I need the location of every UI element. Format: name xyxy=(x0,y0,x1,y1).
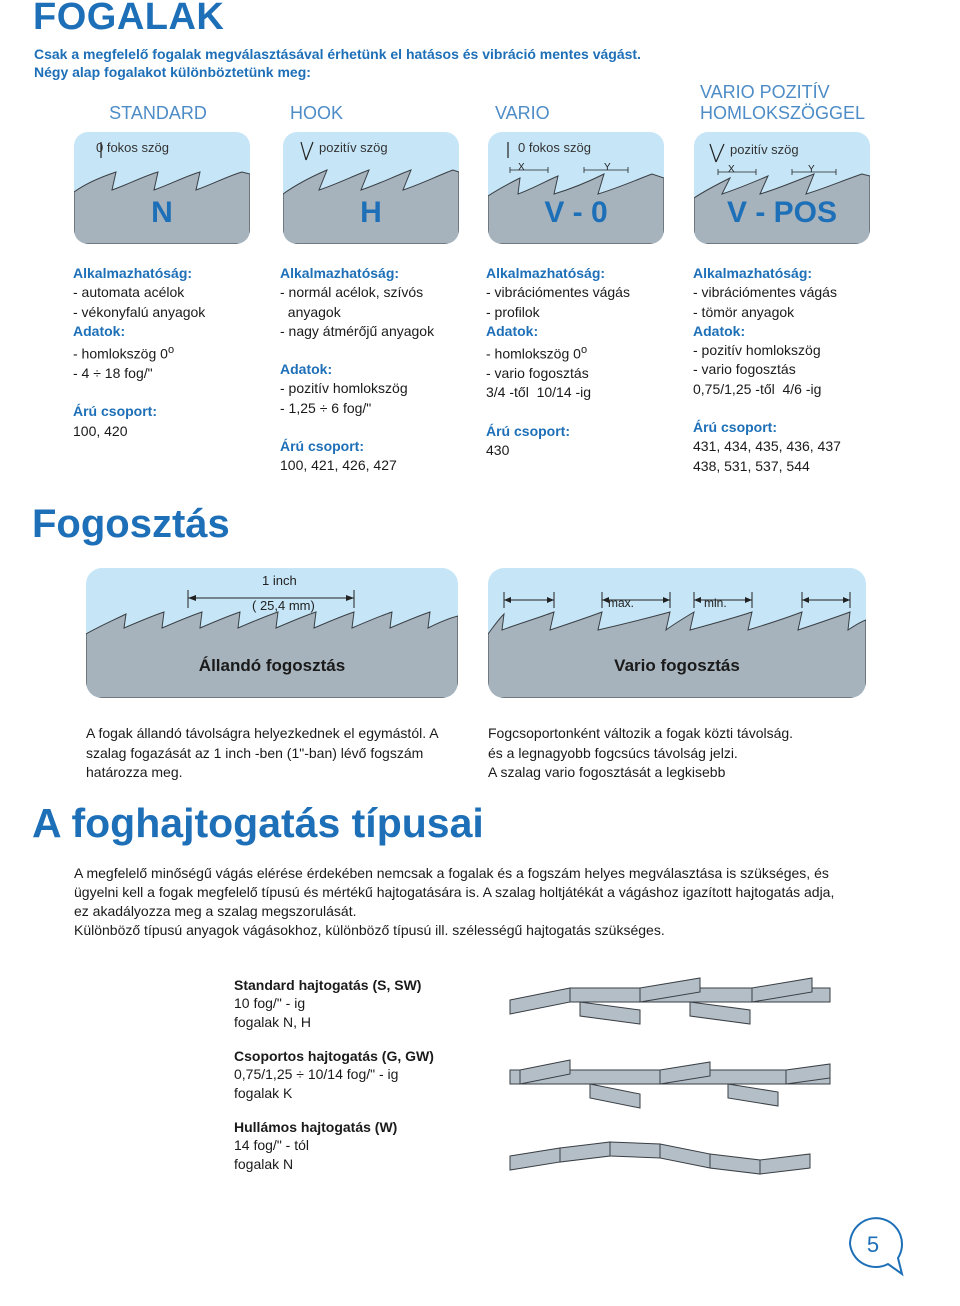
spacer xyxy=(280,341,480,360)
property-text: Adatok: xyxy=(693,322,746,339)
property-text: 0,75/1,25 -től 4/6 -ig xyxy=(693,380,822,397)
tooth-card-vario-pos xyxy=(694,132,870,244)
set-type-line: fogalak N, H xyxy=(234,1013,312,1030)
angle-label: pozitív szög xyxy=(730,142,799,157)
property-heading xyxy=(693,264,893,283)
type-title-hook xyxy=(280,103,360,124)
set-type-wavy xyxy=(234,1118,397,1173)
property-line xyxy=(693,283,893,302)
property-line xyxy=(693,437,893,456)
property-text: - vario fogosztás xyxy=(693,361,796,378)
property-line xyxy=(693,380,893,399)
set-type-title: Standard hajtogatás (S, SW) xyxy=(234,977,422,993)
set-type-standard xyxy=(234,976,421,1031)
property-text: - nagy átmérőjű anyagok xyxy=(280,322,435,339)
property-text: Árú csoport: xyxy=(73,403,157,420)
property-line xyxy=(73,422,273,441)
property-text: - 4 ÷ 18 fog/" xyxy=(73,365,153,382)
text-line: A szalag vario fogosztását a legkisebb xyxy=(488,764,726,781)
property-line xyxy=(280,379,480,398)
property-text: 3/4 -től 10/14 -ig xyxy=(486,384,592,401)
property-heading xyxy=(486,264,686,283)
property-heading xyxy=(486,322,686,341)
spacer xyxy=(486,403,686,422)
set-type-line: 14 fog/" - tól xyxy=(234,1137,310,1154)
set-type-line: fogalak N xyxy=(234,1155,294,1172)
set-type-group xyxy=(234,1047,434,1102)
property-line xyxy=(693,341,893,360)
group-set-diagram xyxy=(510,1060,830,1108)
properties-column-hook xyxy=(280,264,480,476)
dim-y-label: Y xyxy=(604,162,611,173)
property-text: Árú csoport: xyxy=(693,419,777,436)
property-line xyxy=(73,283,273,302)
property-text: - homlokszög 0 xyxy=(486,345,581,362)
property-text: - vibrációmentes vágás xyxy=(693,284,837,301)
type-title-text: VARIO POZITÍV xyxy=(700,82,830,102)
type-title-vario xyxy=(485,103,575,124)
tooth-letter: V - 0 xyxy=(544,196,608,229)
text-line: Különböző típusú anyagok vágásokhoz, különböző típusú ill. szélességű hajtogatás szükséges. xyxy=(74,922,665,938)
property-line xyxy=(73,303,273,322)
property-heading xyxy=(486,422,686,441)
property-text: Alkalmazhatóság: xyxy=(693,265,813,281)
property-heading xyxy=(693,418,893,437)
properties-column-vario-pos xyxy=(693,264,893,476)
property-text: anyagok xyxy=(280,303,341,320)
property-text: Adatok: xyxy=(73,322,126,339)
properties-column-standard xyxy=(73,264,273,441)
tooth-letter: V - POS xyxy=(726,196,838,229)
dimension-label: 1 inch xyxy=(262,573,297,588)
spacer xyxy=(693,399,893,418)
spacer xyxy=(73,383,273,402)
property-text: - homlokszög 0 xyxy=(73,345,168,362)
property-text: - tömör anyagok xyxy=(693,303,795,320)
vario-pitch-diagram xyxy=(488,568,866,698)
property-text: - vékonyfalú anyagok xyxy=(73,303,206,320)
property-line xyxy=(280,322,480,341)
set-type-line: 0,75/1,25 ÷ 10/14 fog/" - ig xyxy=(234,1066,399,1083)
vario-pitch-description xyxy=(488,724,868,783)
vario-pitch-card xyxy=(488,568,866,698)
text-line: Fogcsoportonként változik a fogak közti távolság. xyxy=(488,725,794,741)
angle-label: 0 fokos szög xyxy=(518,140,591,155)
intro-text xyxy=(34,45,641,81)
property-line xyxy=(280,456,480,475)
property-line xyxy=(486,364,686,383)
property-text: Adatok: xyxy=(486,322,539,339)
property-text: Árú csoport: xyxy=(486,422,570,439)
property-line xyxy=(73,364,273,383)
text-line: ez akadályozza meg a szalag megszorulását. xyxy=(74,903,357,919)
tooth-letter: N xyxy=(151,196,173,229)
text-line: A megfelelő minőségű vágás elérése érdekében nemcsak a fogalak és a fogszám helyes megválasztása is szükséges, és xyxy=(74,865,829,881)
property-line xyxy=(486,441,686,460)
type-title-vario-pos xyxy=(692,82,876,124)
type-title-text: HOMLOKSZÖGGEL xyxy=(700,103,866,123)
set-heading: A foghajtogatás típusai xyxy=(32,800,484,846)
set-type-line: 10 fog/" - ig xyxy=(234,995,306,1012)
spacer xyxy=(280,418,480,437)
property-text: Alkalmazhatóság: xyxy=(486,265,606,281)
property-text: 438, 531, 537, 544 xyxy=(693,457,810,474)
property-heading xyxy=(280,264,480,283)
set-diagrams xyxy=(490,960,850,1210)
vario-pitch-caption: Vario fogosztás xyxy=(614,656,740,675)
property-text: - automata acélok xyxy=(73,284,185,301)
property-text: - profilok xyxy=(486,303,540,320)
max-label: max. xyxy=(608,596,635,610)
text-line: A fogak állandó távolságra helyezkednek el egymástól. A xyxy=(86,725,439,741)
set-type-title: Hullámos hajtogatás (W) xyxy=(234,1119,398,1135)
degree-sup: o xyxy=(167,344,175,357)
property-text: 100, 421, 426, 427 xyxy=(280,457,397,474)
property-text: - pozitív homlokszög xyxy=(280,380,408,397)
type-title-text: VARIO xyxy=(495,103,550,123)
property-heading xyxy=(280,437,480,456)
text-line: szalag fogazását az 1 inch -ben (1"-ban) lévő fogszám xyxy=(86,744,424,761)
set-type-title: Csoportos hajtogatás (G, GW) xyxy=(234,1048,434,1064)
property-text: - vibrációmentes vágás xyxy=(486,284,630,301)
standard-set-diagram xyxy=(510,978,830,1024)
text-line: ügyelni kell a fogak megfelelő típusú és mértékű hajtogatására is. A szalag holtjátékát a vágáshoz igazított hajtogatás adja, xyxy=(74,884,835,900)
intro-line: Négy alap fogalakot különböztetünk meg: xyxy=(34,64,311,80)
property-text: - normál acélok, szívós xyxy=(280,284,424,301)
property-text: 100, 420 xyxy=(73,422,128,439)
text-line: határozza meg. xyxy=(86,764,183,781)
dim-y-label: Y xyxy=(808,164,815,175)
property-line xyxy=(693,457,893,476)
property-heading xyxy=(73,322,273,341)
property-text: Alkalmazhatóság: xyxy=(280,265,400,281)
property-line xyxy=(486,341,686,364)
property-text: - vario fogosztás xyxy=(486,365,589,382)
tooth-card-hook xyxy=(283,132,459,244)
property-line xyxy=(280,283,480,302)
property-text: - 1,25 ÷ 6 fog/" xyxy=(280,399,372,416)
page-title: FOGALAK xyxy=(33,0,225,38)
set-type-line: fogalak K xyxy=(234,1084,293,1101)
property-line xyxy=(486,283,686,302)
page-number: 5 xyxy=(866,1232,880,1257)
constant-pitch-caption: Állandó fogosztás xyxy=(198,656,346,675)
dim-x-label: X xyxy=(518,162,525,173)
pitch-heading: Fogosztás xyxy=(32,502,230,546)
angle-label: 0 fokos szög xyxy=(96,140,169,155)
type-title-standard xyxy=(70,103,246,124)
property-line xyxy=(693,303,893,322)
property-text: Árú csoport: xyxy=(280,438,364,455)
type-title-text: STANDARD xyxy=(109,103,207,123)
property-heading xyxy=(73,264,273,283)
property-text: Adatok: xyxy=(280,361,333,378)
property-text: - pozitív homlokszög xyxy=(693,342,821,359)
tooth-card-vario xyxy=(488,132,664,244)
set-description xyxy=(74,864,934,940)
degree-sup: o xyxy=(580,344,588,357)
wavy-set-diagram xyxy=(510,1142,810,1174)
intro-line: Csak a megfelelő fogalak megválasztásával érhetünk el hatásos és vibráció mentes vágást. xyxy=(34,46,641,62)
property-text: 431, 434, 435, 436, 437 xyxy=(693,438,841,455)
dimension-sublabel: ( 25,4 mm) xyxy=(252,598,315,613)
property-heading xyxy=(693,322,893,341)
property-line xyxy=(486,303,686,322)
type-title-text: HOOK xyxy=(290,103,344,123)
property-line xyxy=(280,399,480,418)
property-line xyxy=(73,341,273,364)
tooth-card-standard xyxy=(74,132,250,244)
property-heading xyxy=(280,360,480,379)
angle-label: pozitív szög xyxy=(319,140,388,155)
property-heading xyxy=(73,402,273,421)
tooth-letter: H xyxy=(360,196,382,229)
property-text: 430 xyxy=(486,442,510,459)
min-label: min. xyxy=(704,596,727,610)
constant-pitch-card xyxy=(86,568,458,698)
properties-column-vario xyxy=(486,264,686,460)
property-line xyxy=(280,303,480,322)
property-line xyxy=(486,383,686,402)
property-line xyxy=(693,360,893,379)
text-line: és a legnagyobb fogcsúcs távolság jelzi. xyxy=(488,744,738,761)
dim-x-label: X xyxy=(728,164,735,175)
constant-pitch-description xyxy=(86,724,466,783)
property-text: Alkalmazhatóság: xyxy=(73,265,193,281)
